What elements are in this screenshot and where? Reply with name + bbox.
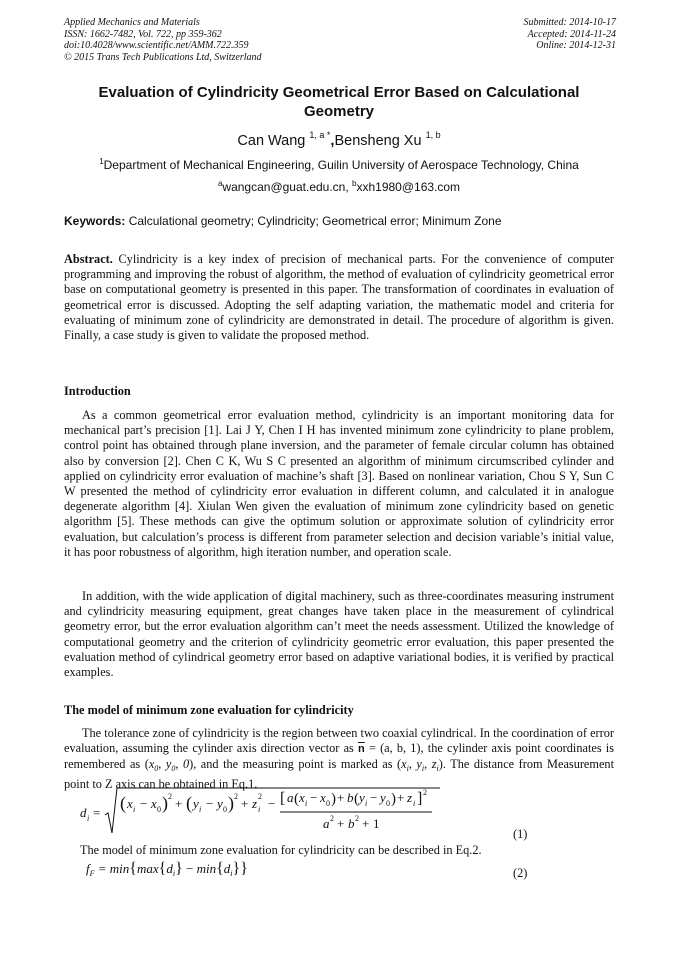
eq1-sub: i — [258, 805, 261, 814]
model-text-c: ), and the measuring point is marked as ( — [189, 757, 402, 772]
eq1-term: y — [217, 796, 223, 811]
eq1-minus: − — [370, 790, 378, 805]
author-1-name: Can Wang — [237, 133, 306, 149]
doi: doi:10.4028/www.scientific.net/AMM.722.359 — [64, 40, 249, 51]
eq2-lhs-sub: F — [89, 869, 95, 878]
eq2-rhs-min: = min — [94, 861, 130, 876]
eq1-plus: + — [337, 816, 345, 831]
eq1-sup: 2 — [234, 792, 238, 801]
keywords-text: Calculational geometry; Cylindricity; Geometrical error; Minimum Zone — [128, 214, 502, 228]
eq1-sup: 2 — [258, 792, 262, 801]
eq1-term: y — [380, 790, 386, 805]
eq1-sub: i — [365, 799, 368, 808]
eq1-paren: ( — [354, 791, 359, 807]
email-a: wangcan@guat.edu.cn, — [222, 180, 353, 194]
author-2-sup: 1, b — [425, 130, 441, 140]
journal-header-left — [64, 17, 262, 63]
eq1-minus: − — [310, 790, 318, 805]
eq1-term: x — [299, 790, 305, 805]
sub-i: i — [406, 764, 409, 774]
title-line-1: Evaluation of Cylindricity Geometrical Error Based on Calculational — [98, 84, 580, 101]
email-line — [60, 179, 618, 194]
eq1-sub: i — [413, 799, 416, 808]
title-line-2: Geometry — [303, 103, 375, 120]
equation-2-number: (2) — [513, 866, 528, 880]
eq2-brace: } — [175, 860, 183, 877]
keywords-label: Keywords: — [64, 214, 126, 228]
author-line — [60, 130, 618, 149]
journal-name: Applied Mechanics and Materials — [64, 17, 200, 28]
eq1-plus: + — [397, 790, 405, 805]
eq1-paren: ) — [228, 793, 234, 813]
eq1-term: b — [348, 816, 355, 831]
eq1-term: y — [193, 796, 199, 811]
eq1-lhs-sub: i — [87, 814, 90, 823]
eq1-paren: ( — [120, 793, 126, 813]
var-y: y — [165, 757, 172, 772]
eq2-min: min — [196, 861, 217, 876]
vector-n: $\overline{n}$ — [358, 743, 365, 756]
online-date: Online: 2014-12-31 — [536, 40, 616, 51]
affiliation-text: Department of Mechanical Engineering, Guilin University of Aerospace Technology, China — [103, 158, 579, 172]
eq1-paren: ) — [391, 791, 396, 807]
model-paragraph-1 — [64, 726, 614, 792]
email-b-sup: b — [352, 179, 357, 188]
eq1-sup: 2 — [355, 814, 359, 823]
eq2-sub: i — [172, 869, 176, 878]
issn: ISSN: 1662-7482, Vol. 722, pp 359-362 — [64, 28, 222, 40]
sub-0: 0 — [171, 764, 176, 774]
introduction-paragraph-1: As a common geometrical error evaluation method, cylindricity is an important monitoring data for mechanical part’s precision [1]. Lai J Y, Chen I H has invented minimum zone cylindricity to plane problem, control point has obtained through plane inversion, and the parameter of female circular column has obtained also by conversion [2]. Chen C K, Wu S C presented an algorithm of minimum circumscribed cylinder and applied on cylindricity error evaluation of machine’s shaft [3]. Based on nonlinear variation, Chou S Y, Sun C W presented the method of cylindricity error evaluation in different column, and calculated it in analogue degenerate algorithm [4]. Xiulan Wen given the evaluation of minimum zone cylindricity based on genetic algorithm [5]. These methods can give the optimum solution or approximate solution of cylindricity error evaluation, but calculation’s process is different from parameter selection and decision variable’s initial value, it has poor robustness of algorithm, high iteration number, and operation scale. — [64, 408, 614, 559]
eq1-paren: ) — [162, 793, 168, 813]
eq1-sub: 0 — [223, 805, 227, 814]
sub-0: 0 — [154, 764, 159, 774]
eq1-paren: ) — [331, 791, 336, 807]
eq2-d: d — [223, 861, 231, 876]
eq1-term: x — [151, 796, 157, 811]
eq2-lhs: f — [86, 861, 90, 876]
eq1-lhs: d — [80, 805, 87, 820]
eq2-brace: { — [158, 860, 167, 877]
eq1-term: x — [127, 796, 133, 811]
email-a-sup: a — [217, 179, 223, 188]
eq1-term: z — [407, 790, 413, 805]
model-heading: The model of minimum zone evaluation for cylindricity — [64, 703, 354, 717]
eq2-d: d — [166, 861, 173, 876]
author-2-name: Bensheng Xu — [334, 133, 422, 149]
eq2-brace: { — [216, 860, 224, 877]
abstract — [64, 252, 614, 343]
var-x: x — [148, 757, 155, 772]
sub-i: i — [436, 764, 439, 774]
introduction-paragraph-2: In addition, with the wide application of digital machinery, such as three-coordinates measuring instrument and cylindricity measuring equipment, great changes have taken place in the measurement of cylindrical geometry error, but the error evaluation algorithm can’t meet the needs assessment. Utilized the knowledge of computational geometry and the criterion of cylindricity geometric error evaluation, this paper presented the evaluation method of cylindrical geometry error based on adaptive variational bodies, it is verified by practical examples. — [64, 589, 614, 680]
eq1-bracket: ] — [417, 790, 423, 807]
introduction-heading: Introduction — [64, 384, 131, 398]
keywords — [64, 214, 502, 228]
eq1-minus: − — [268, 796, 276, 811]
comma: , — [158, 757, 166, 772]
eq1-term: y — [359, 790, 365, 805]
eq1-term: a — [287, 790, 294, 805]
eq1-paren: ( — [186, 793, 192, 813]
eq1-term: 1 — [373, 816, 380, 831]
abstract-text: Cylindricity is a key index of precision of mechanical parts. For the convenience of computer programming and improving the robust of algorithm, the method of evaluation of cylindricity geometrical error base on computational geometry is presented in this paper. The transformation of coordinates in evaluation of geometrical error is discussed. Adopting the self adapting variation, the mathematic model and criteria for evaluating of minimum zone of cylindricity are demonstrated in detail. The procedure of algorithm is given. Finally, a case study is given to validate the proposed method. — [64, 252, 614, 343]
eq1-sup: 2 — [423, 788, 427, 797]
eq1-term: a — [323, 816, 330, 831]
equation-1 — [80, 785, 460, 837]
abstract-label: Abstract. — [64, 252, 113, 266]
eq1-term: x — [320, 790, 326, 805]
zero-it: 0 — [182, 757, 190, 772]
model-text-a: The tolerance zone of cylindricity is the region between two coaxial cylindrical. In the coordination of error evaluation, assuming the cylinder axis direction vector as — [64, 726, 614, 756]
copyright: © 2015 Trans Tech Publications Ltd, Switzerland — [64, 51, 262, 63]
var-xi: x — [401, 757, 407, 772]
eq1-sup: 2 — [330, 814, 334, 823]
model-paragraph-2: The model of minimum zone evaluation for cylindricity can be described in Eq.2. — [80, 843, 482, 857]
eq1-equals: = — [93, 805, 101, 820]
equation-1-number: (1) — [513, 827, 528, 841]
eq1-sub: i — [305, 799, 308, 808]
affiliation-sup: 1 — [99, 157, 104, 166]
affiliation — [60, 157, 618, 172]
eq1-minus: − — [206, 796, 214, 811]
eq1-plus: + — [337, 790, 345, 805]
eq1-sup: 2 — [168, 792, 172, 801]
eq1-plus: + — [241, 796, 249, 811]
eq1-minus: − — [140, 796, 148, 811]
author-separator: , — [330, 133, 335, 149]
var-zi: z — [431, 757, 437, 772]
eq2-brace: }} — [232, 860, 248, 877]
journal-header-right — [524, 17, 617, 52]
eq2-sub: i — [230, 869, 233, 878]
equation-2: $f_F = \min\{\max\{d_i\} - \min\{d_i\}\}$ — [86, 860, 248, 878]
eq1-sub: i — [133, 805, 136, 814]
eq1-sub: 0 — [326, 799, 330, 808]
eq2-max: max — [136, 861, 159, 876]
sub-i: i — [421, 764, 425, 774]
eq1-sub: i — [199, 805, 202, 814]
comma: , — [175, 757, 183, 772]
model-text-d: ). The distance from Measurement point to Z axis can be obtained in Eq.1. — [64, 757, 614, 791]
eq1-plus: + — [175, 796, 183, 811]
eq1-plus: + — [362, 816, 370, 831]
eq1-paren: ( — [294, 791, 299, 807]
var-yi: y — [416, 757, 422, 772]
email-b: xxh1980@163.com — [356, 180, 461, 194]
eq1-sub: 0 — [386, 799, 390, 808]
eq1-bracket: [ — [280, 790, 286, 807]
paper-title — [60, 83, 618, 121]
eq1-sub: 0 — [157, 805, 161, 814]
model-text-b: = (a, b, 1), the cylinder axis point coordinates is remembered as ( — [64, 741, 614, 772]
eq1-term: b — [347, 790, 354, 805]
eq2-brace: { — [129, 860, 137, 877]
comma: , — [408, 757, 417, 772]
eq1-term: z — [252, 796, 258, 811]
submitted-date: Submitted: 2014-10-17 — [523, 17, 616, 28]
accepted-date: Accepted: 2014-11-24 — [527, 28, 616, 40]
author-1-sup: 1, a * — [309, 130, 331, 140]
comma: , — [424, 757, 432, 772]
